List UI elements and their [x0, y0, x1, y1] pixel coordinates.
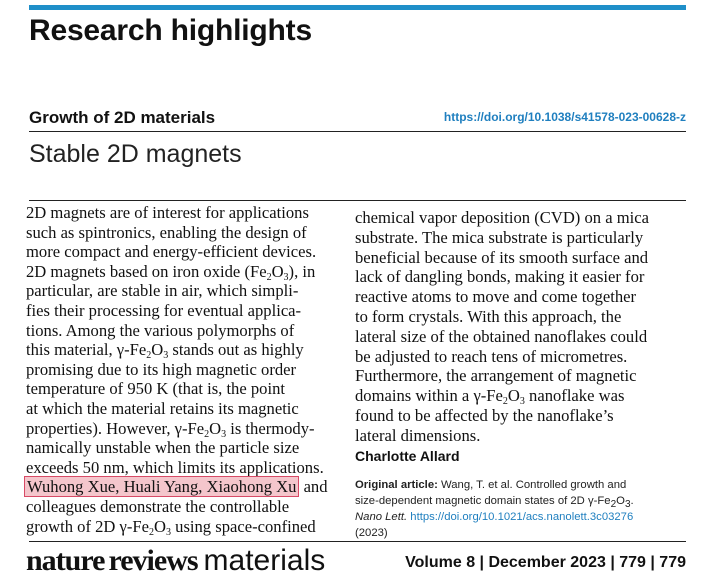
header-divider: [29, 131, 686, 132]
original-article-doi-link[interactable]: https://doi.org/10.1021/acs.nanolett.3c03276: [410, 511, 634, 523]
journal-name: Nano Lett.: [355, 511, 408, 523]
topic-heading: Growth of 2D materials: [29, 108, 216, 127]
body-line: properties). However, $\gamma-Fe_2O_3$ is thermody-: [26, 418, 315, 440]
body-line: Furthermore, the arrangement of magnetic: [355, 366, 637, 386]
body-line: found to be affected by the nanoflake’s: [355, 405, 614, 425]
highlighted-author-names: Wuhong Xue, Huali Yang, Xiaohong Xu: [24, 476, 299, 497]
journal-logo-reviews: reviews: [108, 544, 198, 577]
issue-info: Volume 8 | December 2023 | 779 | 779: [405, 554, 686, 571]
body-line: fies their processing for eventual applica-: [26, 300, 302, 320]
body-line: lateral dimensions.: [355, 425, 481, 445]
body-line: Wuhong Xue, Huali Yang, Xiaohong Xu and: [26, 477, 328, 497]
body-line: lateral size of the obtained nanoflakes could: [355, 326, 648, 346]
body-line: exceeds 50 nm, which limits its applications.: [26, 457, 324, 477]
original-article-citation: [355, 477, 634, 541]
body-line: be adjusted to reach tens of micrometres.: [355, 346, 628, 366]
top-accent-rule: [29, 5, 686, 10]
citation-line: [355, 509, 634, 525]
body-line: colleagues demonstrate the controllable: [26, 496, 290, 516]
page-footer: [26, 544, 686, 576]
journal-logo-nature: nature: [26, 544, 105, 577]
journal-logo-materials: materials: [203, 544, 326, 577]
author-name: Charlotte Allard: [355, 448, 460, 464]
body-line: 2D magnets based on iron oxide $(Fe_2O_3)$, in: [26, 261, 316, 283]
body-line: this material, $\gamma-Fe_2O_3$ stands out as highly: [26, 340, 304, 362]
body-line: at which the material retains its magnetic: [26, 398, 299, 418]
body-line: temperature of 950 K (that is, the point: [26, 379, 285, 399]
body-line: particular, are stable in air, which simpli-: [26, 281, 299, 301]
footer-divider: [29, 541, 686, 542]
body-line: more compact and energy-efficient devices.: [26, 242, 317, 262]
body-line: reactive atoms to move and come together: [355, 287, 637, 307]
body-line: such as spintronics, enabling the design of: [26, 222, 307, 242]
body-line: growth of 2D $\gamma-Fe_2O_3$ using space-confined: [26, 516, 316, 538]
body-line: beneficial because of its smooth surface and: [355, 247, 649, 267]
article-headline: Stable 2D magnets: [29, 140, 242, 168]
citation-year: (2023): [355, 527, 388, 539]
citation-line: Original article: Wang, T. et al. Controlled growth and: [355, 479, 627, 491]
body-line: 2D magnets are of interest for applications: [26, 203, 309, 222]
body-line: to form crystals. With this approach, the: [355, 306, 622, 326]
right-column-text: [355, 208, 649, 446]
body-line: namically unstable when the particle size: [26, 438, 300, 458]
article-doi-link[interactable]: https://doi.org/10.1038/s41578-023-00628-z: [443, 110, 686, 124]
headline-divider: [29, 200, 686, 201]
body-line: lack of dangling bonds, making it easier for: [355, 267, 645, 287]
body-line: chemical vapor deposition (CVD) on a mica: [355, 208, 649, 227]
citation-line: size-dependent magnetic domain states of 2D $\gamma-Fe_2O_3$.: [355, 495, 634, 510]
body-line: substrate. The mica substrate is particularly: [355, 227, 644, 247]
section-title: Research highlights: [29, 14, 312, 47]
left-column-text: [26, 203, 328, 536]
original-article-label: Original article:: [355, 479, 438, 491]
body-line: promising due to its high magnetic order: [26, 359, 297, 379]
body-line: tions. Among the various polymorphs of: [26, 320, 295, 340]
body-line: domains within a $\gamma-Fe_2O_3$ nanoflake was: [355, 386, 625, 408]
